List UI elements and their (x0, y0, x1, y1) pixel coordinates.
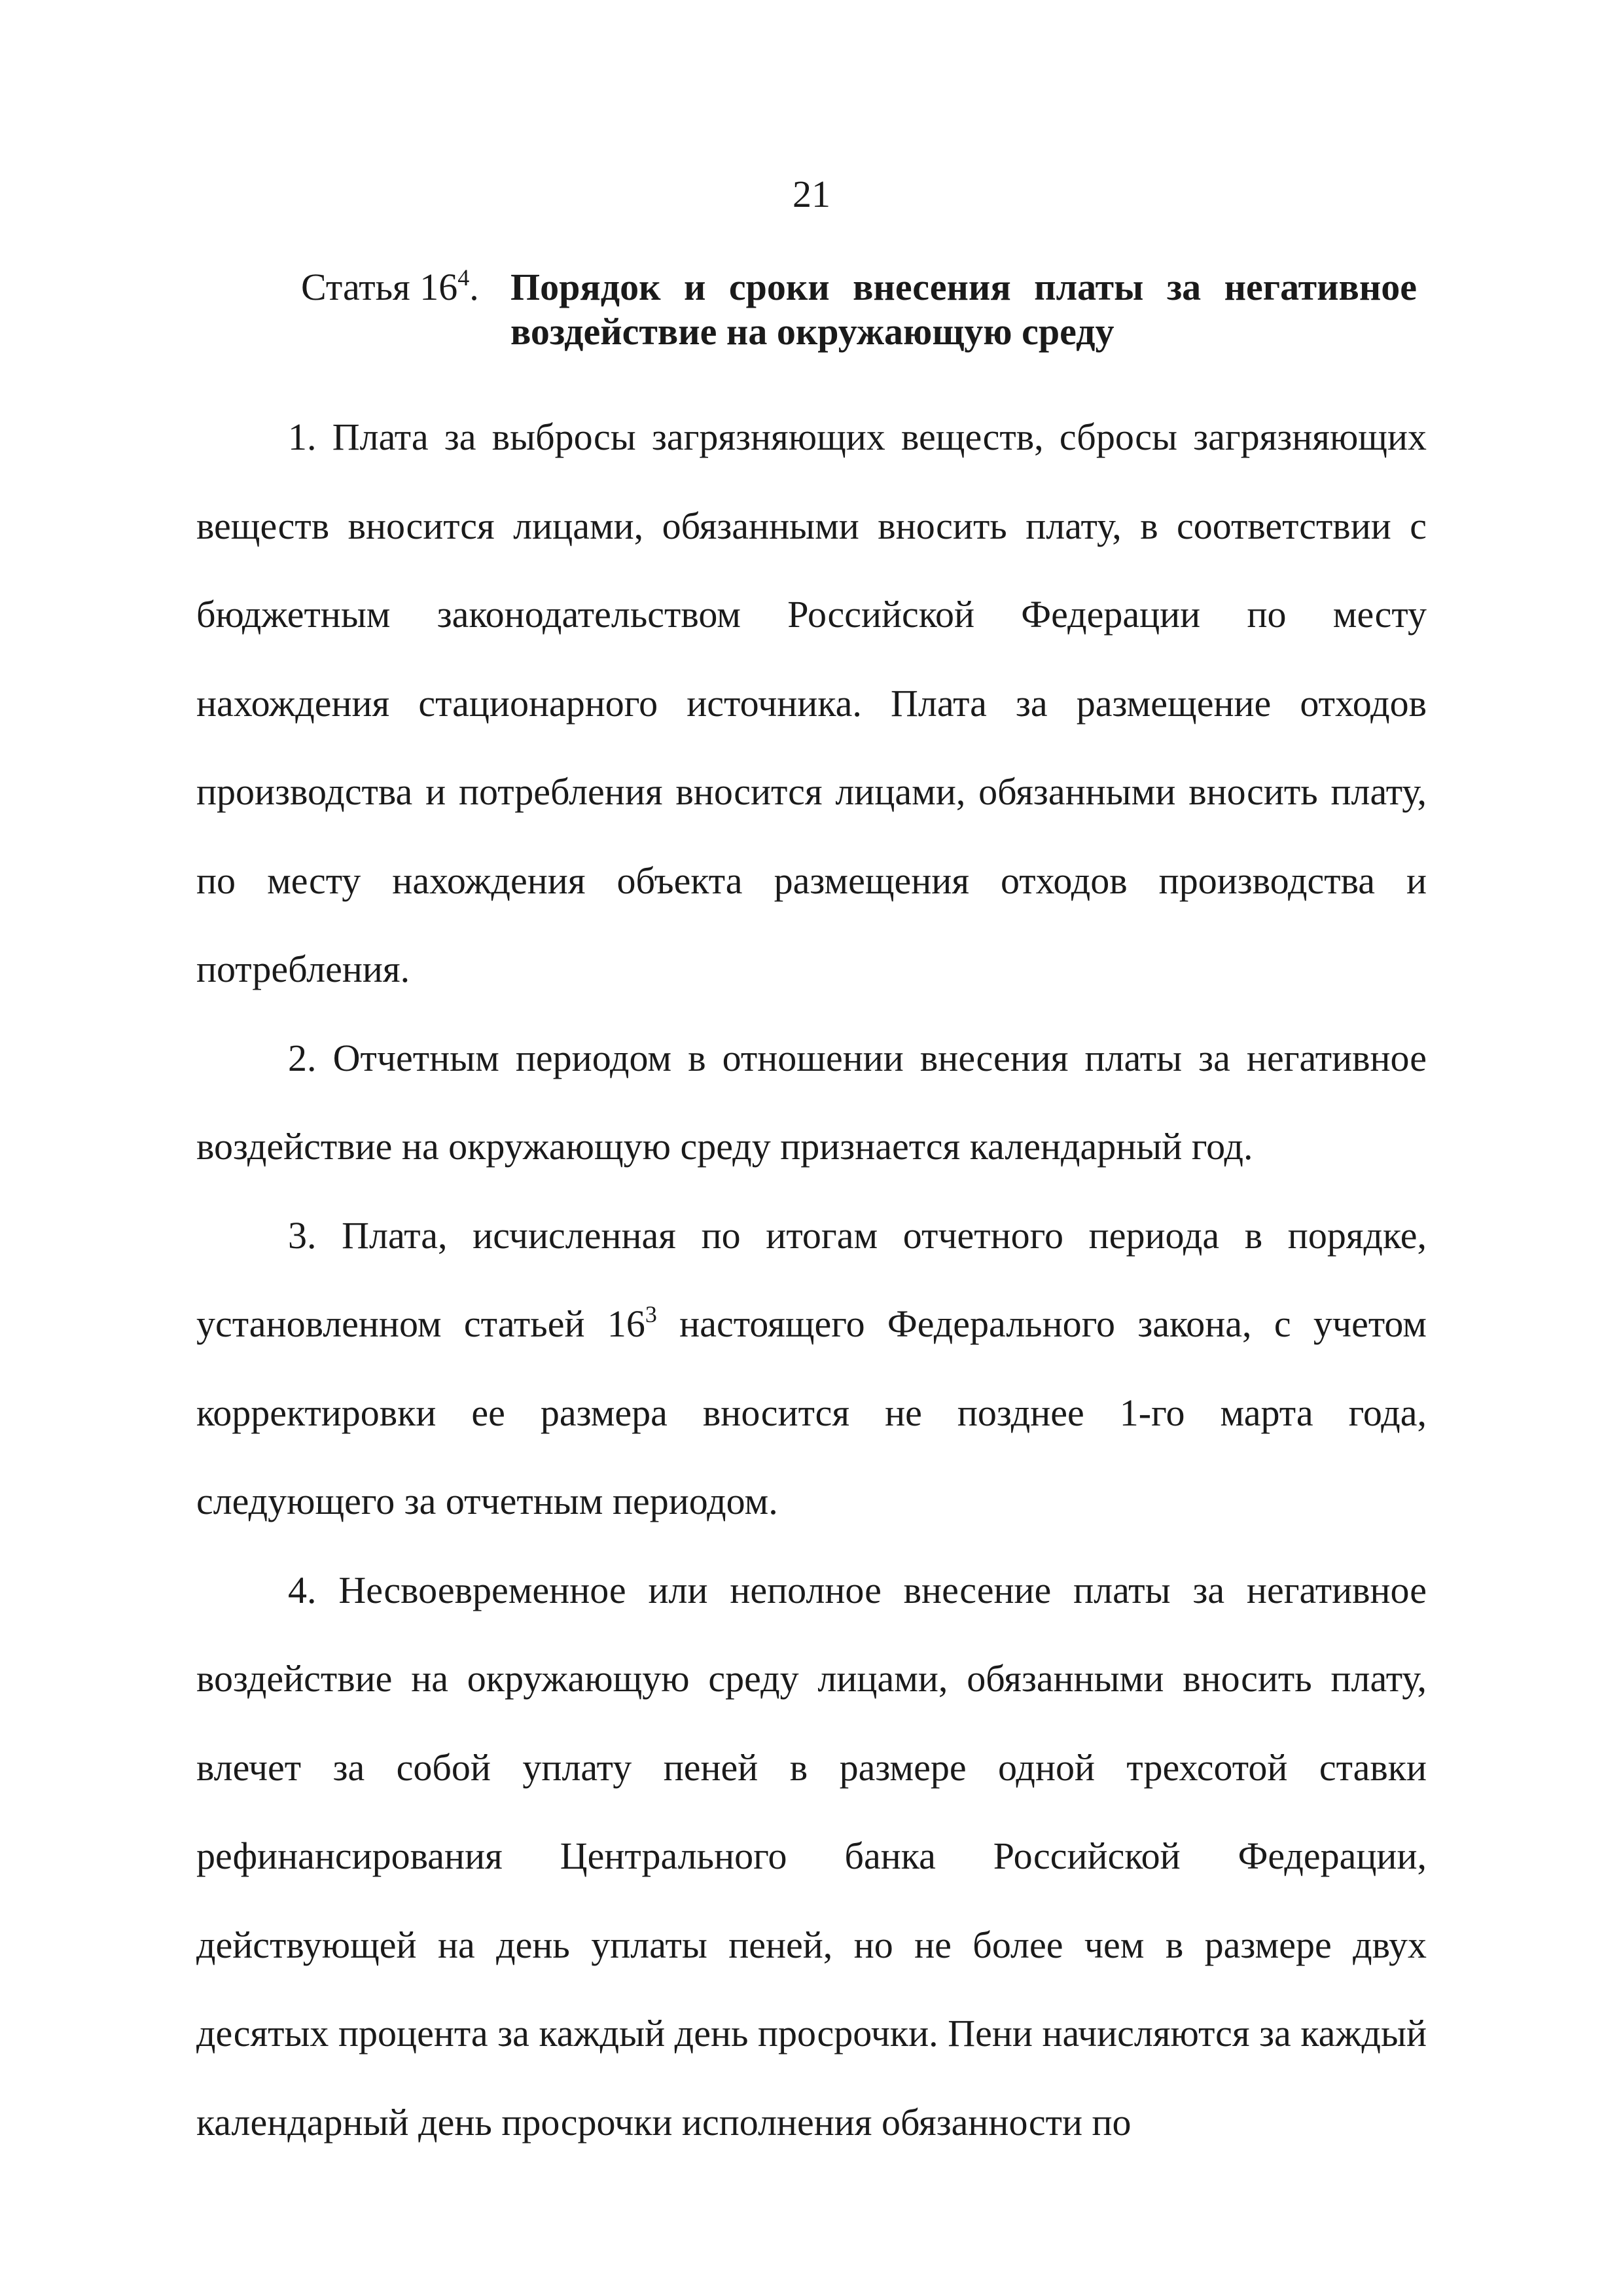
page-number: 21 (793, 173, 830, 215)
paragraph-1: 1. Плата за выбросы загрязняющих веществ, сбросы загрязняющих веществ вносится лицами, обязанными вносить плату, в соответствии с бюджетным законодательством Российской Федерации по месту нахождения стационарного источника. Плата за размещение отходов производства и потребления вносится лицами, обязанными вносить плату, по месту нахождения объекта размещения отходов производства и потребления. (196, 416, 1427, 990)
article-body (196, 393, 1427, 2166)
article-label-superscript: 4 (457, 264, 470, 291)
article-label (301, 265, 479, 310)
paragraph-3-text-before: 3. Плата, исчисленная по итогам отчетного периода в порядке, установленном статьей 16 (196, 1213, 1427, 1345)
paragraph-2: 2. Отчетным периодом в отношении внесения платы за негативное воздействие на окружающую среду признается календарный год. (196, 1036, 1427, 1168)
paragraph-3-text-after: настоящего Федерального закона, с учетом корректировки ее размера вносится не позднее 1-го марта года, следующего за отчетным периодом. (196, 1302, 1427, 1522)
paragraph-4: 4. Несвоевременное или неполное внесение платы за негативное воздействие на окружающую среду лицами, обязанными вносить плату, влечет за собой уплату пеней в размере одной трехсотой ставки рефинансирования Центрального банка Российской Федерации, действующей на день уплаты пеней, но не более чем в размере двух десятых процента за каждый день просрочки. Пени начисляются за каждый календарный день просрочки исполнения обязанности по (196, 1568, 1427, 2144)
article-title: Порядок и сроки внесения платы за негативное воздействие на окружающую среду (510, 266, 1417, 353)
paragraph-3 (196, 1191, 1427, 1546)
article-label-prefix: Статья 16 (301, 266, 458, 308)
article-label-suffix: . (469, 266, 479, 308)
paragraph-3-superscript: 3 (645, 1301, 657, 1327)
